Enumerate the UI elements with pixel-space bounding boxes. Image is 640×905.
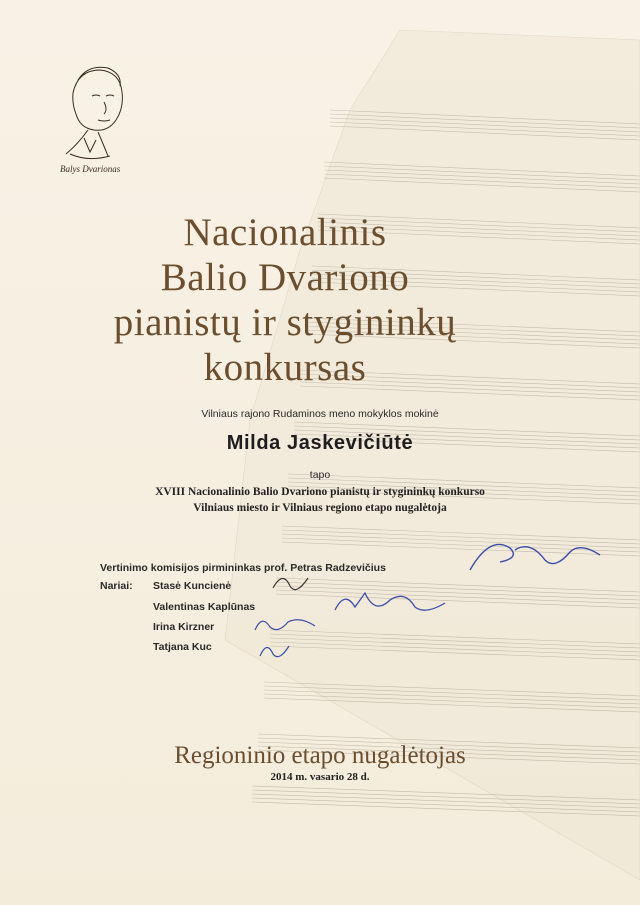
member-2-signature <box>330 585 450 620</box>
portrait-sketch <box>48 58 138 178</box>
title-line-4: konkursas <box>203 346 367 389</box>
member-3: Irina Kirzner <box>153 621 215 633</box>
award-line-2: Vilniaus miesto ir Vilniaus regiono etapo nugalėtoja <box>193 502 447 514</box>
award-text <box>0 484 640 516</box>
student-name: Milda Jaskevičiūtė <box>226 432 414 454</box>
member-2: Valentinas Kaplūnas <box>153 601 256 613</box>
member-1: Stasė Kuncienė <box>153 580 232 592</box>
became-word: tapo <box>309 469 331 481</box>
footer-title: Regioninio etapo nugalėtojas <box>174 742 466 769</box>
title-line-1: Nacionalinis <box>183 211 387 254</box>
member-4-signature <box>255 636 295 664</box>
jury-chair: Vertinimo komisijos pirmininkas prof. Petras Radzevičius <box>100 562 386 574</box>
issue-date: 2014 m. vasario 28 d. <box>270 771 370 783</box>
member-4: Tatjana Kuc <box>153 641 212 653</box>
chair-signature <box>460 530 610 580</box>
portrait-signature-text: Balys Dvarionas <box>60 164 121 174</box>
competition-title <box>0 210 570 390</box>
member-3-signature <box>250 612 320 637</box>
member-1-signature <box>268 568 318 598</box>
title-line-2: Balio Dvariono <box>160 256 410 299</box>
members-label: Nariai: <box>100 580 133 592</box>
award-line-1: XVIII Nacionalinio Balio Dvariono pianistų ir stygininkų konkurso <box>155 486 485 498</box>
school-line: Vilniaus rajono Rudaminos meno mokyklos mokinė <box>201 408 439 420</box>
title-line-3: pianistų ir stygininkų <box>113 301 457 344</box>
